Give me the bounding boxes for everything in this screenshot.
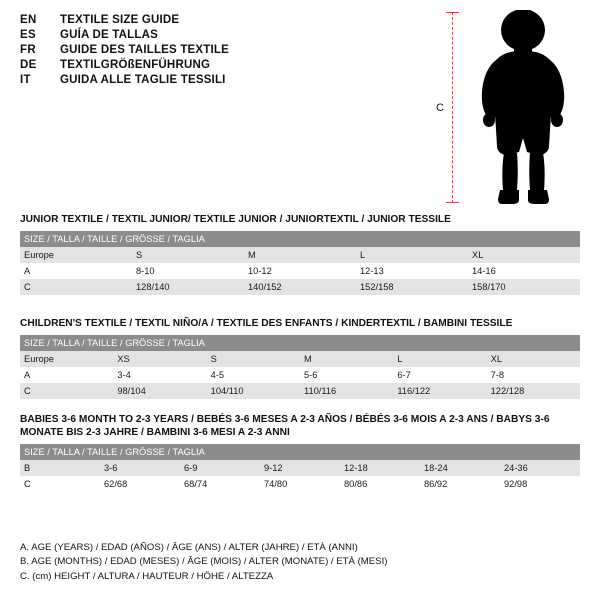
row-label: B: [20, 460, 100, 476]
row-label: Europe: [20, 351, 113, 367]
language-title: GUÍA DE TALLAS: [60, 29, 158, 41]
section-title: JUNIOR TEXTILE / TEXTIL JUNIOR/ TEXTILE JUNIOR / JUNIORTEXTIL / JUNIOR TESSILE: [20, 214, 451, 225]
legend-line-b: B. AGE (MONTHS) / EDAD (MESES) / ÂGE (MOIS) / ALTER (MONATE) / ETÀ (MESI): [20, 556, 388, 568]
row-label: C: [20, 383, 113, 399]
cell: 92/98: [500, 476, 580, 492]
language-row: [20, 74, 440, 86]
cell: 122/128: [487, 383, 580, 399]
children-size-table: [20, 335, 580, 399]
table-row: [20, 279, 580, 295]
cell: S: [207, 351, 300, 367]
cell: 4-5: [207, 367, 300, 383]
language-row: [20, 44, 440, 56]
cell: XL: [468, 247, 580, 263]
height-measure-line: [452, 12, 453, 203]
section-title: CHILDREN'S TEXTILE / TEXTIL NIÑO/A / TEXTILE DES ENFANTS / KINDERTEXTIL / BAMBINI TESSILE: [20, 318, 513, 329]
language-title: GUIDA ALLE TAGLIE TESSILI: [60, 74, 226, 86]
cell: M: [300, 351, 393, 367]
cell: 116/122: [393, 383, 486, 399]
cell: M: [244, 247, 356, 263]
cell: 68/74: [180, 476, 260, 492]
table-head-label: SIZE / TALLA / TAILLE / GRÖSSE / TAGLIA: [20, 335, 580, 351]
legend-block: [20, 541, 580, 584]
cell: L: [393, 351, 486, 367]
cell: 5-6: [300, 367, 393, 383]
height-measure-cap-top: [446, 12, 459, 13]
cell: 9-12: [260, 460, 340, 476]
junior-size-table: [20, 231, 580, 295]
language-code: IT: [20, 74, 31, 86]
language-title: TEXTILGRÖßENFÜHRUNG: [60, 59, 211, 71]
cell: L: [356, 247, 468, 263]
table-row: [20, 476, 580, 492]
height-measure-label: C: [436, 101, 444, 114]
cell: 10-12: [244, 263, 356, 279]
row-label: A: [20, 367, 113, 383]
cell: 7-8: [487, 367, 580, 383]
cell: 6-9: [180, 460, 260, 476]
cell: 3-4: [113, 367, 206, 383]
language-row: [20, 14, 440, 26]
cell: XL: [487, 351, 580, 367]
babies-size-table: [20, 444, 580, 492]
cell: 86/92: [420, 476, 500, 492]
cell: 80/86: [340, 476, 420, 492]
table-row: [20, 460, 580, 476]
cell: 104/110: [207, 383, 300, 399]
legend-line-a: A. AGE (YEARS) / EDAD (AÑOS) / ÂGE (ANS) / ALTER (JAHRE) / ETÀ (ANNI): [20, 541, 358, 553]
cell: 128/140: [132, 279, 244, 295]
cell: 152/158: [356, 279, 468, 295]
language-row: [20, 29, 440, 41]
cell: S: [132, 247, 244, 263]
cell: 14-16: [468, 263, 580, 279]
language-code: ES: [20, 29, 36, 41]
language-code: FR: [20, 44, 36, 56]
cell: 62/68: [100, 476, 180, 492]
cell: 18-24: [420, 460, 500, 476]
row-label: A: [20, 263, 132, 279]
section-title: BABIES 3-6 MONTH TO 2-3 YEARS / BEBÉS 3-6 MESES A 2-3 AÑOS / BÉBÉS 3-6 MOIS A 2-3 ANS / BABYS 3-6 MONATE BIS 2-3 JAHRE / BAMBINI 3-6 MESI A 2-3 ANNI: [20, 414, 550, 438]
language-code: EN: [20, 14, 37, 26]
table-row: [20, 351, 580, 367]
table-row: [20, 367, 580, 383]
table-head-row: [20, 444, 580, 460]
table-head-row: [20, 231, 580, 247]
table-head-label: SIZE / TALLA / TAILLE / GRÖSSE / TAGLIA: [20, 231, 580, 247]
cell: 110/116: [300, 383, 393, 399]
section-junior-textile: [20, 214, 580, 295]
cell: 24-36: [500, 460, 580, 476]
child-figure-diagram: [432, 10, 582, 205]
cell: 3-6: [100, 460, 180, 476]
legend-line-c: C. (cm) HEIGHT / ALTURA / HAUTEUR / HÖHE / ALTEZZA: [20, 570, 274, 582]
toddler-silhouette-icon: [466, 10, 581, 205]
table-row: [20, 263, 580, 279]
cell: 12-13: [356, 263, 468, 279]
cell: 8-10: [132, 263, 244, 279]
language-title: TEXTILE SIZE GUIDE: [60, 14, 180, 26]
table-head-row: [20, 335, 580, 351]
row-label: C: [20, 476, 100, 492]
cell: XS: [113, 351, 206, 367]
cell: 6-7: [393, 367, 486, 383]
cell: 12-18: [340, 460, 420, 476]
cell: 98/104: [113, 383, 206, 399]
table-row: [20, 383, 580, 399]
table-head-label: SIZE / TALLA / TAILLE / GRÖSSE / TAGLIA: [20, 444, 580, 460]
language-row: [20, 59, 440, 71]
cell: 74/80: [260, 476, 340, 492]
language-code: DE: [20, 59, 37, 71]
table-row: [20, 247, 580, 263]
cell: 158/170: [468, 279, 580, 295]
cell: 140/152: [244, 279, 356, 295]
section-children-textile: [20, 318, 580, 399]
language-title: GUIDE DES TAILLES TEXTILE: [60, 44, 229, 56]
language-title-block: [20, 14, 440, 89]
row-label: Europe: [20, 247, 132, 263]
section-babies-textile: [20, 414, 580, 492]
row-label: C: [20, 279, 132, 295]
height-measure-cap-bottom: [446, 202, 459, 203]
